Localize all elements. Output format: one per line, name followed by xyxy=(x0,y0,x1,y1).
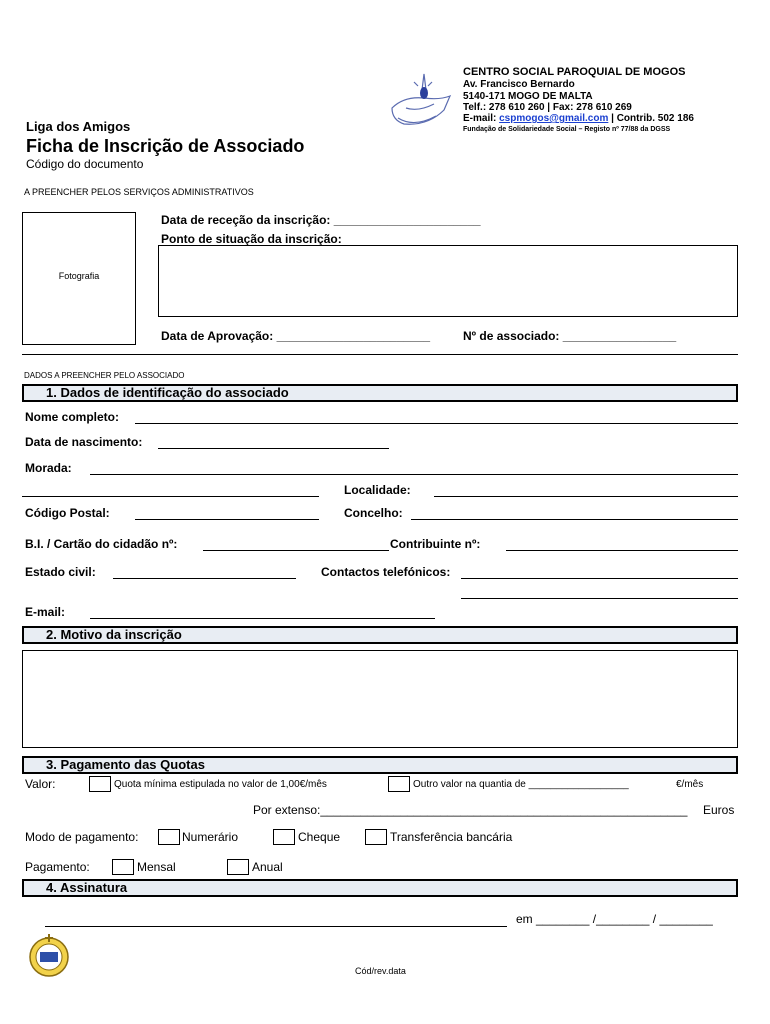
org-email-label: E-mail: xyxy=(463,113,500,124)
yearly-checkbox[interactable] xyxy=(227,859,249,875)
payment-mode-label: Modo de pagamento: xyxy=(25,830,139,844)
birth-date-label: Data de nascimento: xyxy=(25,435,143,449)
divider xyxy=(22,354,738,355)
birth-date-field[interactable] xyxy=(158,448,389,449)
page-title: Ficha de Inscrição de Associado xyxy=(26,136,305,156)
seal-icon xyxy=(28,932,70,978)
approval-date-field[interactable]: Data de Aprovação: _______________________ xyxy=(161,329,431,343)
photo-label: Fotografia xyxy=(58,271,100,281)
county-label: Concelho: xyxy=(344,506,403,520)
cash-checkbox[interactable] xyxy=(158,829,180,845)
email-field[interactable] xyxy=(90,618,435,619)
status-box[interactable] xyxy=(158,245,738,317)
in-words-field[interactable]: Por extenso:_______________________________________________________ xyxy=(253,803,688,817)
locality-field[interactable] xyxy=(434,496,738,497)
per-month-label: €/mês xyxy=(676,779,704,790)
postal-code-label: Código Postal: xyxy=(25,506,110,520)
cheque-checkbox[interactable] xyxy=(273,829,295,845)
phones-field-2[interactable] xyxy=(461,598,738,599)
monthly-label: Mensal xyxy=(137,860,176,874)
min-quota-label: Quota mínima estipulada no valor de 1,00€/mês xyxy=(114,779,327,790)
doc-code: Código do documento xyxy=(26,157,144,171)
org-logo-icon xyxy=(384,68,460,136)
transfer-label: Transferência bancária xyxy=(390,830,513,844)
org-address-2: 5140-171 MOGO DE MALTA xyxy=(463,91,593,102)
reason-box[interactable] xyxy=(22,650,738,748)
phones-label: Contactos telefónicos: xyxy=(321,565,451,579)
value-label: Valor: xyxy=(25,777,56,791)
county-field[interactable] xyxy=(411,519,738,520)
org-contrib: | Contrib. 502 186 xyxy=(608,113,694,124)
address-field[interactable] xyxy=(90,474,738,475)
footer-code: Cód/rev.data xyxy=(355,966,406,976)
email-label: E-mail: xyxy=(25,605,66,619)
other-value-checkbox[interactable] xyxy=(388,776,410,792)
org-phone: Telf.: 278 610 260 | Fax: 278 610 269 xyxy=(463,102,632,113)
phones-field[interactable] xyxy=(461,578,738,579)
civil-status-field[interactable] xyxy=(113,578,296,579)
cash-label: Numerário xyxy=(182,830,239,844)
monthly-checkbox[interactable] xyxy=(112,859,134,875)
locality-label: Localidade: xyxy=(344,483,411,497)
postal-code-field[interactable] xyxy=(135,519,319,520)
tax-number-label: Contribuinte nº: xyxy=(390,537,481,551)
status-label: Ponto de situação da inscrição: xyxy=(161,232,342,246)
frequency-label: Pagamento: xyxy=(25,860,90,874)
cheque-label: Cheque xyxy=(298,830,341,844)
reception-date-field[interactable]: Data de receção da inscrição: ______________________ xyxy=(161,213,481,227)
org-email-row xyxy=(463,113,694,124)
full-name-label: Nome completo: xyxy=(25,410,120,424)
id-card-field[interactable] xyxy=(203,550,389,551)
transfer-checkbox[interactable] xyxy=(365,829,387,845)
yearly-label: Anual xyxy=(252,860,283,874)
section-4-header: 4. Assinatura xyxy=(22,879,738,897)
euros-label: Euros xyxy=(703,803,735,817)
signature-field[interactable] xyxy=(45,926,507,927)
photo-box xyxy=(22,212,136,345)
min-quota-checkbox[interactable] xyxy=(89,776,111,792)
full-name-field[interactable] xyxy=(135,423,738,424)
org-email-link[interactable]: cspmogos@gmail.com xyxy=(499,113,609,124)
member-number-field[interactable]: Nº de associado: _________________ xyxy=(463,329,677,343)
other-value-label: Outro valor na quantia de __________________ xyxy=(413,779,629,790)
signature-date-field[interactable]: em ________ /________ / ________ xyxy=(516,912,713,926)
section-1-header: 1. Dados de identificação do associado xyxy=(22,384,738,402)
org-name: CENTRO SOCIAL PAROQUIAL DE MOGOS xyxy=(463,66,686,78)
group-name: Liga dos Amigos xyxy=(26,119,131,134)
address-field-2[interactable] xyxy=(22,496,319,497)
tax-number-field[interactable] xyxy=(506,550,738,551)
member-heading: DADOS A PREENCHER PELO ASSOCIADO xyxy=(24,371,185,380)
civil-status-label: Estado civil: xyxy=(25,565,96,579)
section-3-header: 3. Pagamento das Quotas xyxy=(22,756,738,774)
section-2-header: 2. Motivo da inscrição xyxy=(22,626,738,644)
org-foundation: Fundação de Solidariedade Social – Registo nº 77/88 da DGSS xyxy=(463,126,671,133)
admin-heading: A PREENCHER PELOS SERVIÇOS ADMINISTRATIVOS xyxy=(24,187,254,197)
address-label: Morada: xyxy=(25,461,72,475)
id-card-label: B.I. / Cartão do cidadão nº: xyxy=(25,537,178,551)
org-address-1: Av. Francisco Bernardo xyxy=(463,79,575,90)
